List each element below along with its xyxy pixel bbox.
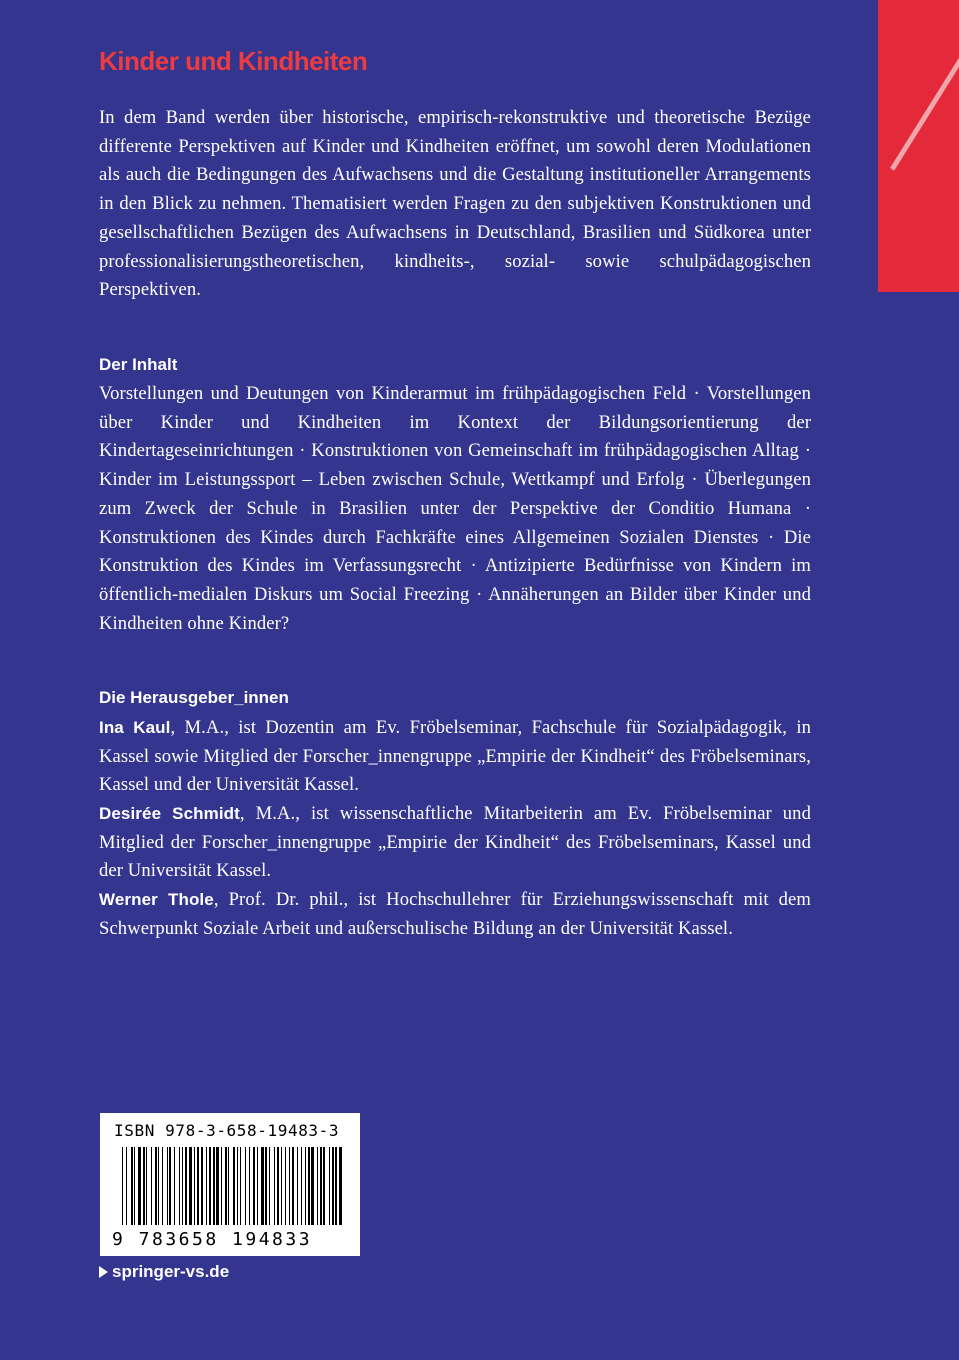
barcode-bar — [216, 1147, 219, 1225]
barcode-bar — [201, 1147, 203, 1225]
barcode-bar — [228, 1147, 229, 1225]
barcode-bar — [179, 1147, 180, 1225]
barcode-bar — [329, 1147, 330, 1225]
barcode-bar — [323, 1147, 325, 1225]
barcode-bar — [126, 1147, 127, 1225]
barcode-bar — [131, 1147, 133, 1225]
barcode-bar — [317, 1147, 318, 1225]
barcode-bar — [269, 1147, 270, 1225]
editor-bio-text: , M.A., ist wissenschaftliche Mitarbeiterin am Ev. Fröbelseminar und Mitglied der Forscher_innengruppe „Empirie der Kindheit“ des Fröbelseminars, Kassel und der Universität Kassel. — [99, 803, 811, 882]
barcode-bar — [245, 1147, 246, 1225]
barcode-bar — [240, 1147, 241, 1225]
barcode-bar — [274, 1147, 275, 1225]
barcode-bar — [182, 1147, 183, 1225]
diagonal-stripe — [890, 41, 959, 171]
barcode-bar — [339, 1147, 342, 1225]
barcode-bar — [174, 1147, 175, 1225]
barcode-bar — [122, 1147, 123, 1225]
contents-heading: Der Inhalt — [99, 355, 178, 374]
barcode-bar — [206, 1147, 207, 1225]
barcode-bar — [158, 1147, 159, 1225]
editor-name: Desirée Schmidt — [99, 804, 240, 823]
book-title: Kinder und Kindheiten — [99, 46, 368, 76]
barcode-bar — [332, 1147, 334, 1225]
barcode-bar — [225, 1147, 227, 1225]
barcode-bar — [151, 1147, 152, 1225]
barcode-bar — [289, 1147, 290, 1225]
editor-bio-desiree-schmidt — [99, 800, 811, 886]
barcode-bar — [292, 1147, 294, 1225]
editors-heading: Die Herausgeber_innen — [99, 688, 289, 707]
editor-bio-text: , M.A., ist Dozentin am Ev. Fröbelseminar, Fachschule für Sozialpädagogik, in Kassel sowie Mitglied der Forscher_innengruppe „Empirie der Kindheit“ des Fröbelseminars, Kassel und der Universität Kassel. — [99, 717, 811, 796]
isbn-barcode — [100, 1113, 360, 1256]
intro-paragraph: In dem Band werden über historische, empirisch-rekonstruktive und theoretische Bezüge differente Perspektiven auf Kinder und Kindheiten eröffnet, um sowohl deren Modulationen als auch die Bedingungen des Aufwachsens und die Gestaltung institutioneller Arrangements in den Blick zu nehmen. Thematisiert werden Fragen zu den subjektiven Konstruktionen und gesellschaftlichen Bezügen des Aufwachsens in Deutschland, Brasilien und Südkorea unter professionalisierungstheoretischen, kindheits-, sozial- sowie schulpädagogischen Perspektiven. — [99, 107, 811, 301]
ean-digits: 9 783658 194833 — [112, 1229, 313, 1250]
barcode-bar — [257, 1147, 258, 1225]
barcode-bar — [308, 1147, 310, 1225]
play-arrow-icon — [99, 1266, 108, 1278]
red-corner-tab — [878, 0, 959, 292]
publisher-website[interactable] — [99, 1262, 229, 1282]
barcode-bar — [194, 1147, 195, 1225]
editor-bio-ina-kaul — [99, 714, 811, 800]
barcode-bar — [311, 1147, 314, 1225]
barcode-bar — [221, 1147, 222, 1225]
barcode-bar — [285, 1147, 286, 1225]
barcode-bar — [162, 1147, 163, 1225]
barcode-bar — [320, 1147, 322, 1225]
barcode-bar — [297, 1147, 298, 1225]
barcode-bar — [185, 1147, 187, 1225]
editor-bio-werner-thole — [99, 886, 811, 943]
editor-name: Werner Thole — [99, 890, 214, 909]
barcode-bars — [110, 1147, 350, 1229]
barcode-bar — [189, 1147, 192, 1225]
barcode-bar — [265, 1147, 267, 1225]
barcode-bar — [335, 1147, 337, 1225]
barcode-bar — [155, 1147, 157, 1225]
website-label: springer-vs.de — [112, 1262, 230, 1281]
barcode-bar — [249, 1147, 250, 1225]
barcode-bar — [146, 1147, 147, 1225]
barcode-bar — [167, 1147, 168, 1225]
editor-bio-text: , Prof. Dr. phil., ist Hochschullehrer für Erziehungswissenschaft mit dem Schwerpunkt Soziale Arbeit und außerschulische Bildung an der Universität Kassel. — [99, 889, 811, 939]
barcode-bar — [233, 1147, 235, 1225]
barcode-bar — [138, 1147, 141, 1225]
barcode-bar — [253, 1147, 255, 1225]
barcode-bar — [213, 1147, 215, 1225]
isbn-number: ISBN 978-3-658-19483-3 — [114, 1121, 340, 1140]
barcode-bar — [237, 1147, 238, 1225]
editor-name: Ina Kaul — [99, 718, 171, 737]
barcode-bar — [209, 1147, 211, 1225]
barcode-bar — [277, 1147, 279, 1225]
barcode-bar — [134, 1147, 135, 1225]
barcode-bar — [197, 1147, 199, 1225]
barcode-bar — [305, 1147, 306, 1225]
barcode-bar — [281, 1147, 282, 1225]
barcode-bar — [261, 1147, 264, 1225]
barcode-bar — [169, 1147, 171, 1225]
barcode-bar — [301, 1147, 302, 1225]
barcode-bar — [143, 1147, 145, 1225]
contents-paragraph: Vorstellungen und Deutungen von Kinderarmut im frühpädagogischen Feld · Vorstellungen über Kinder und Kindheiten im Kontext der Bildungsorientierung der Kindertageseinrichtungen · Konstruktionen von Gemeinschaft im frühpädagogischen Alltag · Kinder im Leistungssport – Leben zwischen Schule, Wettkampf und Erfolg · Überlegungen zum Zweck der Schule in Brasilien unter der Perspektive der Conditio Humana · Konstruktionen des Kindes durch Fachkräfte eines Allgemeinen Sozialen Dienstes · Die Konstruktion des Kindes im Verfassungsrecht · Antizipierte Bedürfnisse von Kindern im öffentlich-medialen Diskurs um Social Freezing · Annäherungen an Bilder über Kinder und Kindheiten ohne Kinder? — [99, 383, 811, 634]
